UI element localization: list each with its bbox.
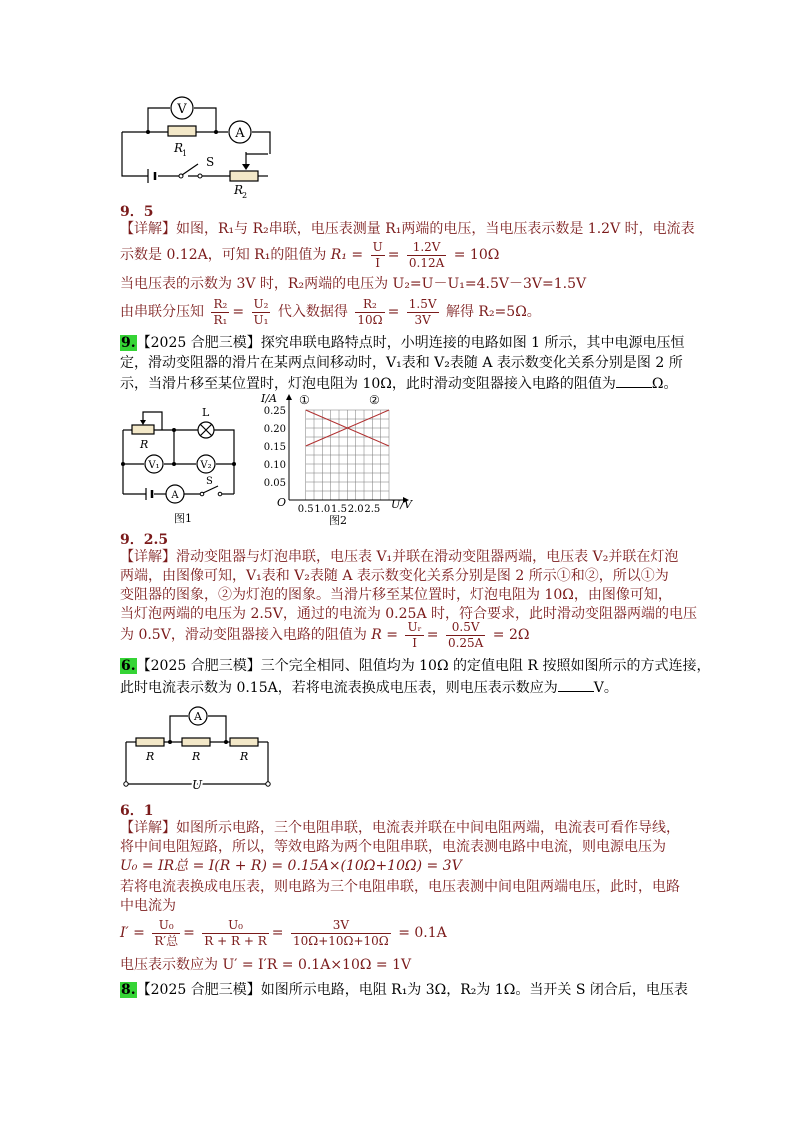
x-tick-label: 1.0	[314, 504, 331, 515]
x-tick-label: 2.5	[364, 504, 381, 515]
y-tick-label: 0.20	[263, 424, 286, 435]
fig1-v-label: V	[177, 102, 187, 117]
x-tick-label: 1.5	[331, 504, 347, 515]
svg-text:R: R	[234, 183, 244, 197]
fig2-caption: 图2	[329, 514, 347, 527]
x-tick-label: 0.5	[297, 504, 314, 515]
fig1-caption: 图1	[174, 512, 192, 525]
solution-1-line-4: 由串联分压知 $\frac{\text{R₂}}{\text{R₁}}$ = $\frac{\text{U₂}}{\text{U₁}}$ 代入数据得 $\frac{\text{R₂}}{10\Omega}$ = $\frac{1.5V}{3V}$ 解得 R₂=5Ω。	[120, 296, 541, 327]
solution-2-line-1: 【详解】滑动变阻器与灯泡串联，电压表 V₁并联在滑动变阻器两端，电压表 V₂并联在灯泡	[120, 549, 679, 565]
question-6-tag: 6.	[121, 658, 136, 674]
svg-text:1: 1	[182, 149, 188, 158]
circuit-diagram-1	[118, 92, 288, 204]
solution-1-line-1: 【详解】如图，R₁与 R₂串联，电压表测量 R₁两端的电压，当电压表示数是 1.2V 时，电流表	[120, 221, 695, 237]
solution-1-line-3: 当电压表的示数为 3V 时，R₂两端的电压为 U₂=U－U₁=4.5V－3V=1.5V	[120, 276, 587, 292]
question-9-line-1: 9.【2025 合肥三模】探究串联电路特点时，小明连接的电路如图 1 所示，其中电源电压恒	[121, 335, 685, 351]
solution-3-line-2: 将中间电阻短路，所以，等效电路为两个电阻串联，电流表测电路中电流，则电源电压为	[120, 839, 666, 855]
resistor-r1	[168, 126, 196, 136]
y-tick-label: 0.05	[263, 478, 286, 489]
circuit-diagram-fig1	[118, 402, 243, 527]
svg-text:R: R	[240, 750, 249, 763]
svg-text:S: S	[206, 155, 215, 169]
answer-blank	[558, 677, 594, 692]
solution-3-line-3: U₀ = IR总 = I(R + R) = 0.15A×(10Ω+10Ω) = 3V	[120, 858, 462, 874]
question-9-tag: 9.	[121, 335, 136, 351]
answer-number-3: 6．1	[120, 803, 154, 819]
svg-text:S: S	[206, 476, 213, 487]
svg-text:2: 2	[242, 191, 248, 200]
svg-text:R: R	[140, 438, 149, 451]
y-tick-label: 0.15	[263, 442, 286, 453]
resistor-r2	[230, 171, 258, 181]
answer-blank	[616, 373, 652, 388]
question-9-line-3: 示，当滑片移至某位置时，灯泡电阻为 10Ω，此时滑动变阻器接入电路的阻值为 Ω。	[120, 373, 677, 394]
solution-2-line-5: 为 0.5V，滑动变阻器接入电路的阻值为 R = $\frac{\text{Uᵣ}}{I}$ = $\frac{0.5V}{0.25A}$ = 2Ω	[120, 619, 530, 650]
svg-text:A: A	[171, 490, 179, 501]
question-8-tag: 8.	[121, 982, 136, 998]
svg-text:R: R	[174, 141, 184, 155]
resistor-2	[182, 738, 210, 746]
solution-3-line-7: 电压表示数应为 U′ = I′R = 0.1A×10Ω = 1V	[120, 957, 412, 973]
circuit-diagram-2	[118, 700, 278, 792]
svg-text:V₁: V₁	[148, 460, 160, 471]
svg-text:R: R	[146, 750, 155, 763]
y-tick-label: 0.10	[263, 460, 286, 471]
solution-3-line-5: 中电流为	[120, 898, 176, 914]
current-voltage-chart	[255, 392, 415, 530]
series-2-marker: ②	[369, 393, 380, 407]
resistor-1	[136, 738, 164, 746]
answer-number-2: 9．2.5	[120, 532, 169, 548]
solution-2-line-2: 两端，由图像可知，V₁表和 V₂表随 A 表示数变化关系分别是图 2 所示①和②，所以①为	[120, 568, 669, 584]
question-8-line-1: 8.【2025 合肥三模】如图所示电路，电阻 R₁为 3Ω，R₂为 1Ω。当开关 S 闭合后，电压表	[121, 982, 688, 998]
solution-1-line-2: 示数是 0.12A，可知 R₁的阻值为 R₁ = $\frac{U}{I}$ = $\frac{1.2V}{0.12A}$ = 10Ω	[120, 239, 500, 270]
svg-text:L: L	[202, 406, 210, 419]
question-6-line-1: 6.【2025 合肥三模】三个完全相同、阻值均为 10Ω 的定值电阻 R 按照如图所示的方式连接，	[121, 658, 711, 674]
solution-3-line-4: 若将电流表换成电压表，则电路为三个电阻串联，电压表测中间电阻两端电压，此时，电路	[120, 879, 680, 895]
answer-number-1: 9．5	[120, 204, 154, 220]
solution-3-line-6: I′ = $\frac{\text{U₀}}{\text{R′总}}$ = $\frac{\text{U₀}}{R + R + R}$ = $\frac{3V}{10\Omega+10\Omega+10\Omega}$ = 0.1A	[120, 917, 447, 948]
resistor-3	[230, 738, 258, 746]
question-9-line-2: 定，滑动变阻器的滑片在某两点间移动时，V₁表和 V₂表随 A 表示数变化关系分别是图 2 所	[120, 355, 683, 371]
solution-2-line-3: 变阻器的图象，②为灯泡的图象。当滑片移至某位置时，灯泡电阻为 10Ω，由图像可知，	[120, 587, 672, 603]
solution-3-line-1: 【详解】如图所示电路，三个电阻串联，电流表并联在中间电阻两端，电流表可看作导线，	[120, 820, 680, 836]
svg-text:U: U	[192, 778, 203, 792]
solution-2-line-4: 当灯泡两端的电压为 2.5V，通过的电流为 0.25A 时，符合要求，此时滑动变阻器两端的电压	[120, 606, 698, 622]
svg-text:R: R	[192, 750, 201, 763]
svg-text:V₂: V₂	[200, 460, 212, 471]
y-axis-label: I/A	[261, 392, 277, 405]
origin-label: O	[277, 496, 287, 509]
svg-text:A: A	[235, 126, 245, 141]
x-axis-label: U/V	[391, 498, 412, 511]
svg-text:A: A	[194, 710, 202, 723]
y-tick-label: 0.25	[263, 406, 286, 417]
x-tick-label: 2.0	[347, 504, 364, 515]
question-6-line-2: 此时电流表示数为 0.15A，若将电流表换成电压表，则电压表示数应为 V。	[120, 677, 618, 698]
series-1-marker: ①	[299, 393, 310, 407]
